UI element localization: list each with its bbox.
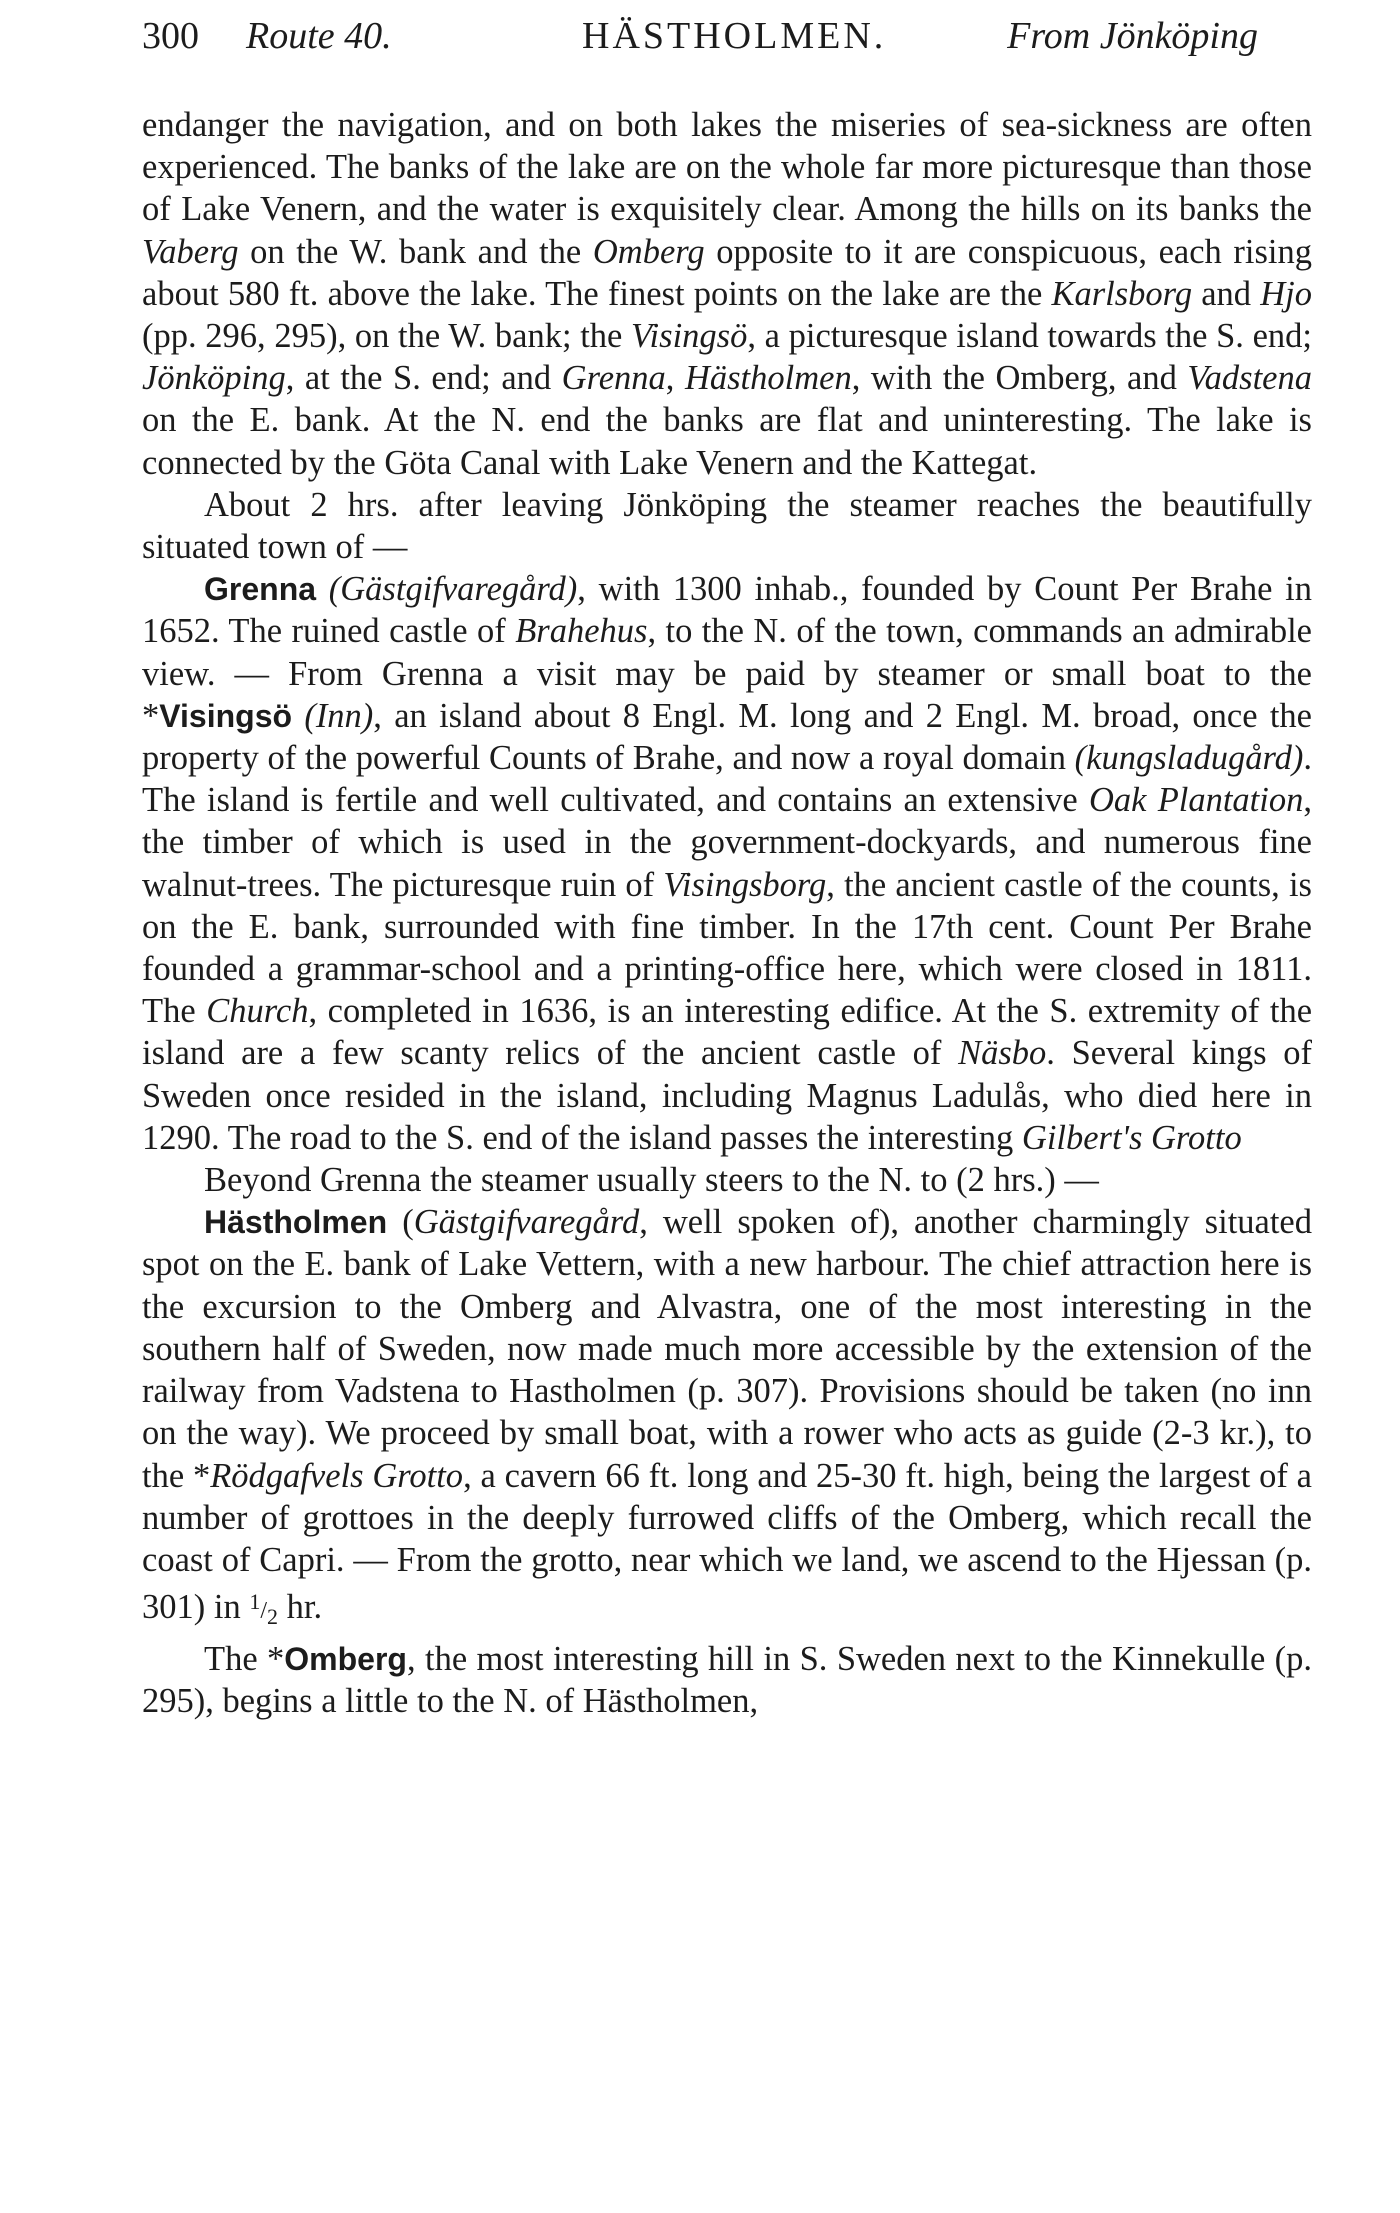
paragraph-omberg: The *Omberg, the most interesting hill in S. Sweden next to the Kinnekulle (p. 295), begins a little to the N. of Hästholmen,: [142, 1640, 1313, 1721]
paragraph-beyond-grenna: Beyond Grenna the steamer usually steers to the N. to (2 hrs.) —: [204, 1161, 1099, 1200]
page-body: [142, 104, 1312, 1723]
section-context: From Jönköping: [1007, 15, 1258, 57]
paragraph-lake-description: endanger the navigation, and on both lakes the miseries of sea-sickness are often experienced. The banks of the lake are on the whole far more picturesque than those of Lake Venern, and the water is exquisitely clear. Among the hills on its banks the Vaberg on the W. bank and the Omberg opposite to it are conspicuous, each rising about 580 ft. above the lake. The finest points on the lake are the Karlsborg and Hjo (pp. 296, 295), on the W. bank; the Visingsö, a picturesque island towards the S. end; Jönköping, at the S. end; and Grenna, Hästholmen, with the Omberg, and Vadstena on the E. bank. At the N. end the banks are flat and uninteresting. The lake is connected by the Göta Canal with Lake Venern and the Kattegat.: [142, 106, 1312, 482]
paragraph-arrival: About 2 hrs. after leaving Jönköping the steamer reaches the beautifully situated town of —: [142, 485, 1312, 567]
page-number: 300: [142, 15, 199, 57]
running-header: [142, 14, 1258, 62]
paragraph-hastholmen: Hästholmen (Gästgifvaregård, well spoken of), another charmingly situated spot on the E. bank of Lake Vettern, with a new harbour. The chief attraction here is the excursion to the Omberg and Alvastra, one of the most interesting in the southern half of Sweden, now made much more accessible by the extension of the railway from Vadstena to Hastholmen (p. 307). Provisions should be taken (no inn on the way). We proceed by small boat, with a rower who acts as guide (2-3 kr.), to the *Rödgafvels Grotto, a cavern 66 ft. long and 25-30 ft. high, being the largest of a number of grottoes in the deeply furrowed cliffs of the Omberg, which recall the coast of Capri. — From the grotto, near which we land, we ascend to the Hjessan (p. 301) in $^1/_2$ hr.: [142, 1203, 1312, 1629]
half-fraction: $^1/_2$: [249, 1589, 278, 1629]
paragraph-grenna: Grenna (Gästgifvaregård), with 1300 inhab., founded by Count Per Brahe in 1652. The ruined castle of Brahehus, to the N. of the town, commands an admirable view. — From Grenna a visit may be paid by steamer or small boat to the *Visingsö (Inn), an island about 8 Engl. M. long and 2 Engl. M. broad, once the property of the powerful Counts of Brahe, and now a royal domain (kungsladugård). The island is fertile and well cultivated, and contains an extensive Oak Plantation, the timber of which is used in the government-dockyards, and numerous fine walnut-trees. The picturesque ruin of Visingsborg, the ancient castle of the counts, is on the E. bank, surrounded with fine timber. In the 17th cent. Count Per Brahe founded a grammar-school and a printing-office here, which were closed in 1811. The Church, completed in 1636, is an interesting edifice. At the S. extremity of the island are a few scanty relics of the ancient castle of Näsbo. Several kings of Sweden once resided in the island, including Magnus Ladulås, who died here in 1290. The road to the S. end of the island passes the interesting Gilbert's Grotto: [142, 570, 1313, 1157]
running-title: HÄSTHOLMEN.: [582, 15, 887, 57]
route-label: Route 40.: [246, 15, 392, 57]
